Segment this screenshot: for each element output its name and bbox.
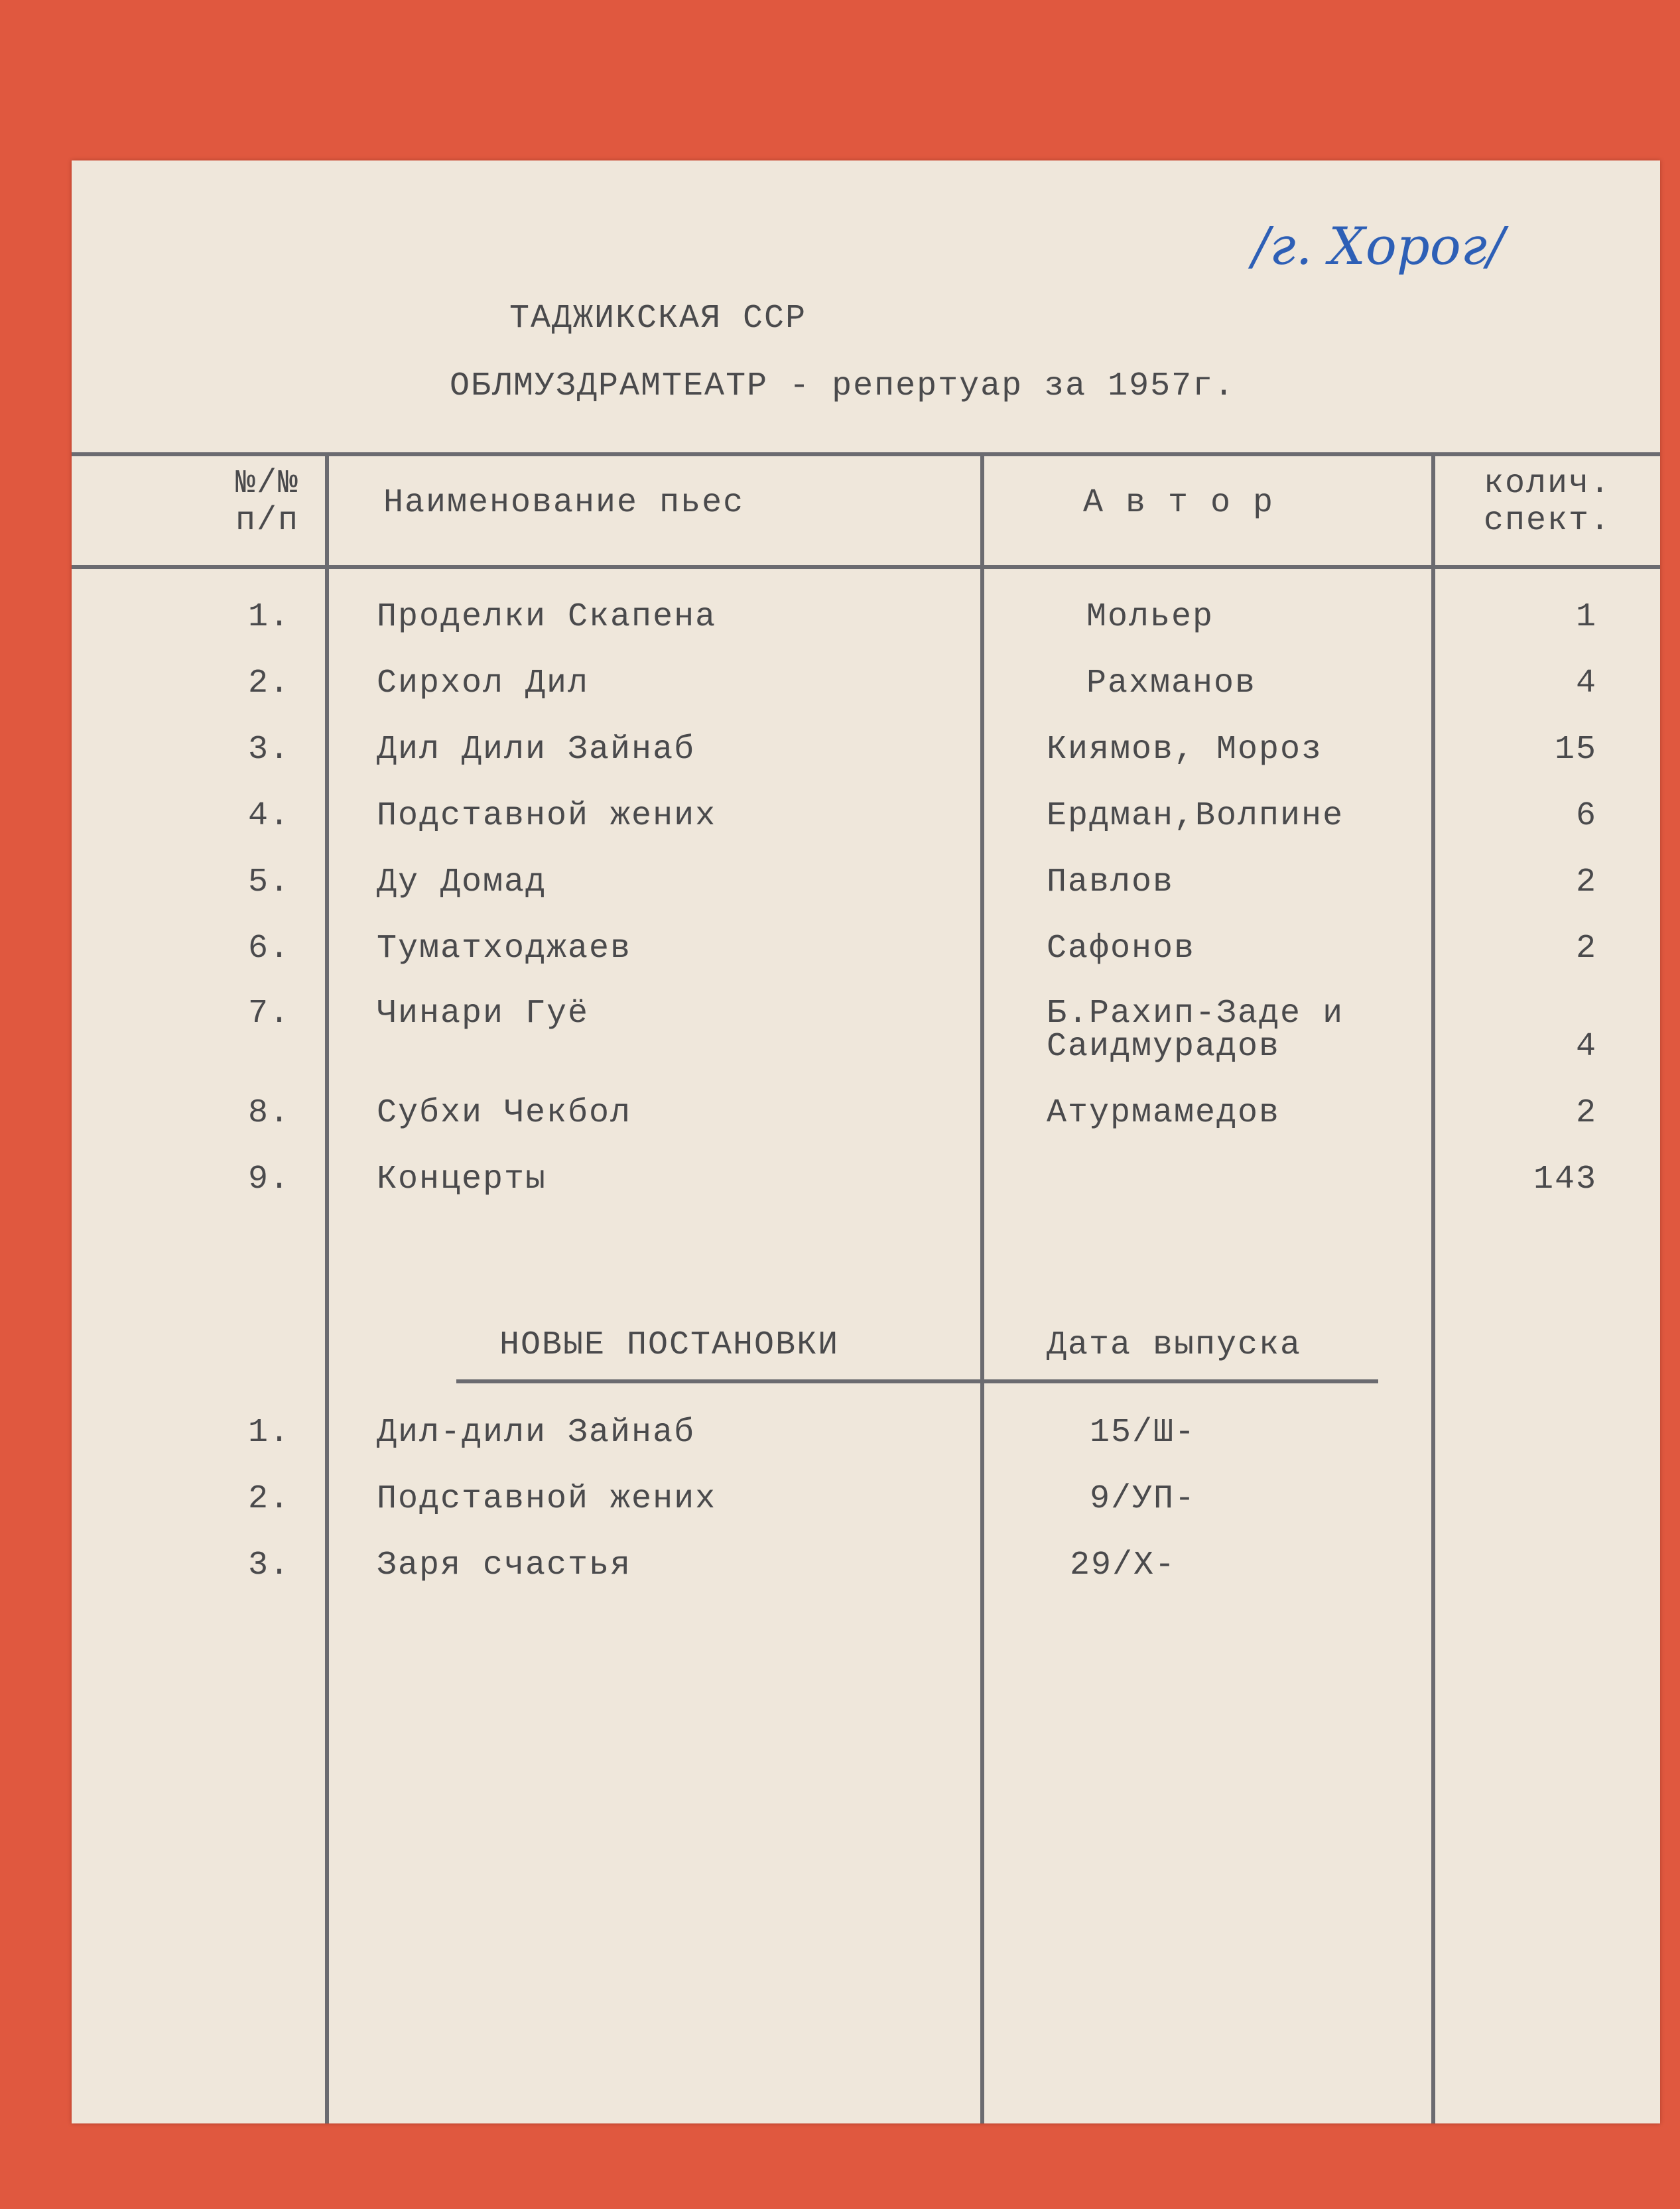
- column-divider-2: [980, 452, 984, 2123]
- row-count: 2: [1575, 863, 1597, 901]
- row-author: Павлов: [1047, 863, 1175, 901]
- row-title: Проделки Скапена: [377, 598, 717, 636]
- row-title: Концерты: [377, 1161, 547, 1198]
- row-title: Туматходжаев: [377, 930, 632, 968]
- row-author-continued: Саидмурадов: [1047, 1028, 1281, 1066]
- new-productions-title: НОВЫЕ ПОСТАНОВКИ: [499, 1326, 840, 1364]
- column-divider-1: [325, 452, 329, 2123]
- row-number: 7.: [247, 995, 291, 1033]
- row-number: 2.: [247, 664, 291, 702]
- header-title: ОБЛМУЗДРАМТЕАТР - репертуар за 1957г.: [450, 367, 1236, 405]
- new-row-number: 3.: [247, 1546, 291, 1584]
- row-count: 2: [1575, 930, 1597, 968]
- row-number: 6.: [247, 930, 291, 968]
- row-count: 143: [1533, 1161, 1597, 1198]
- row-number: 8.: [247, 1094, 291, 1132]
- col-header-title: Наименование пьес: [383, 484, 745, 522]
- row-author: Мольер: [1086, 598, 1214, 636]
- row-count: 15: [1554, 731, 1597, 769]
- row-author: Атурмамедов: [1047, 1094, 1281, 1132]
- row-count: 6: [1575, 797, 1597, 835]
- release-date-header: Дата выпуска: [1047, 1326, 1302, 1364]
- row-author: Рахманов: [1086, 664, 1257, 702]
- row-count: 4: [1575, 1028, 1597, 1066]
- table-top-rule: [72, 452, 1660, 456]
- col-header-number: №/№ п/п: [235, 465, 299, 540]
- row-number: 5.: [247, 863, 291, 901]
- new-row-title: Заря счастья: [377, 1546, 632, 1584]
- row-title: Дил Дили Зайнаб: [377, 731, 696, 769]
- row-count: 2: [1575, 1094, 1597, 1132]
- row-title: Сирхол Дил: [377, 664, 590, 702]
- row-count: 4: [1575, 664, 1597, 702]
- row-number: 1.: [247, 598, 291, 636]
- new-section-rule: [456, 1379, 1378, 1383]
- row-number: 4.: [247, 797, 291, 835]
- row-author: Сафонов: [1047, 930, 1196, 968]
- row-title: Ду Домад: [377, 863, 547, 901]
- row-title: Субхи Чекбол: [377, 1094, 632, 1132]
- row-number: 9.: [247, 1161, 291, 1198]
- row-title: Чинари Гуё: [377, 995, 590, 1033]
- row-author: Ердман,Волпине: [1047, 797, 1344, 835]
- row-title: Подставной жених: [377, 797, 717, 835]
- new-row-number: 1.: [247, 1414, 291, 1452]
- table-header-rule: [72, 565, 1660, 569]
- new-row-date: 9/УП-: [1090, 1480, 1196, 1518]
- new-row-number: 2.: [247, 1480, 291, 1518]
- row-count: 1: [1575, 598, 1597, 636]
- new-row-date: 15/Ш-: [1090, 1414, 1196, 1452]
- col-header-author: А в т о р: [1083, 484, 1275, 522]
- handwritten-annotation: /г. Хорог/: [1252, 217, 1505, 277]
- row-author: Киямов, Мороз: [1047, 731, 1323, 769]
- col-header-count: колич. спект.: [1483, 465, 1612, 540]
- new-row-title: Подставной жених: [377, 1480, 717, 1518]
- new-row-title: Дил-дили Зайнаб: [377, 1414, 696, 1452]
- column-divider-3: [1431, 452, 1435, 2123]
- document-page: [72, 160, 1660, 2123]
- row-number: 3.: [247, 731, 291, 769]
- header-republic: ТАДЖИКСКАЯ ССР: [509, 300, 807, 338]
- new-row-date: 29/Х-: [1070, 1546, 1177, 1584]
- row-author: Б.Рахип-Заде и: [1047, 995, 1344, 1033]
